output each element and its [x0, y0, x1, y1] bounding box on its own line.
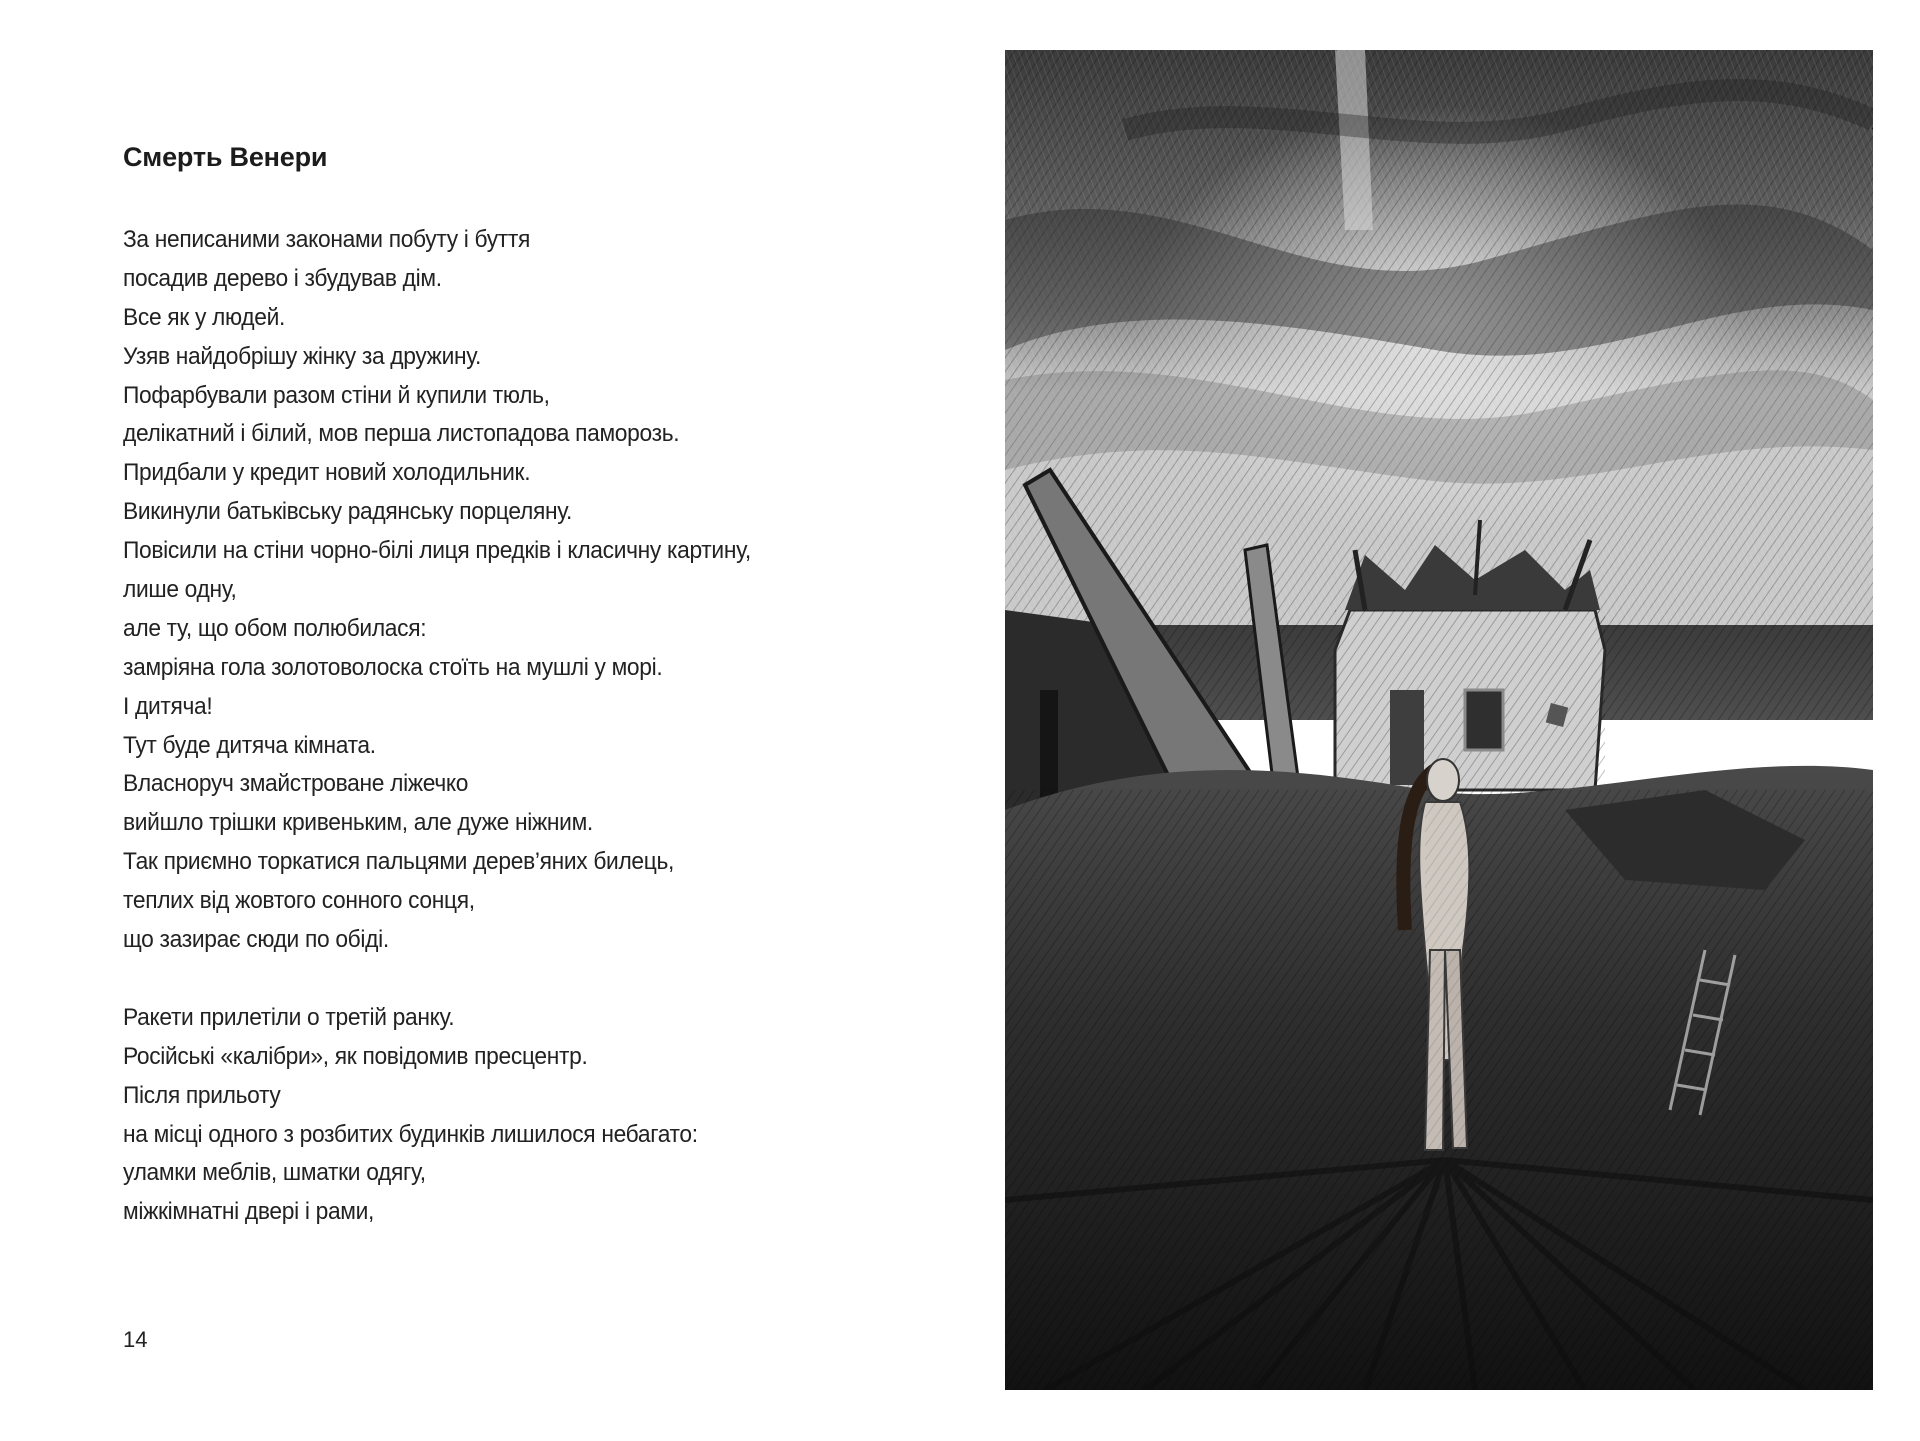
poem-line: але ту, що обом полюбилася:: [123, 614, 427, 642]
poem-line: Російські «калібри», як повідомив пресцентр.: [123, 1042, 588, 1070]
poem-line: За неписаними законами побуту і буття: [123, 226, 531, 253]
poem-title: Смерть Венери: [123, 142, 328, 172]
poem-line: теплих від жовтого сонного сонця,: [123, 887, 475, 915]
poem-line: замріяна гола золотоволоска стоїть на мушлі у морі.: [123, 653, 663, 681]
poem-line: посадив дерево і збудував дім.: [123, 264, 442, 292]
poem-line: Ракети прилетіли о третій ранку.: [123, 1003, 455, 1031]
poem-line: Все як у людей.: [123, 303, 285, 331]
poem-line: міжкімнатні двері і рами,: [123, 1198, 375, 1226]
poem-line: уламки меблів, шматки одягу,: [123, 1159, 426, 1187]
illustration-venus-ruins: [1005, 50, 1873, 1390]
poem-line: Тут буде дитяча кімната.: [123, 731, 376, 759]
page-number: 14: [123, 1327, 148, 1352]
poem-line: Узяв найдобрішу жінку за дружину.: [123, 342, 482, 370]
poem-line: що зазирає сюди по обіді.: [123, 926, 389, 954]
poem-body: [123, 221, 923, 1271]
poem-line: делікатний і білий, мов перша листопадова паморозь.: [123, 420, 680, 448]
poem-line: І дитяча!: [123, 692, 213, 720]
poem-line: Повісили на стіни чорно-білі лиця предків і класичну картину,: [123, 537, 751, 565]
stanza-1: [123, 221, 923, 960]
poem-line: лише одну,: [123, 576, 237, 604]
right-page: [960, 0, 1920, 1441]
poem-line: Після прильоту: [123, 1081, 281, 1109]
stanza-2: [123, 999, 923, 1232]
poem-line: на місці одного з розбитих будинків лишилося небагато:: [123, 1120, 698, 1148]
poem-line: Так приємно торкатися пальцями дерев’яних билець,: [123, 848, 675, 876]
poem-line: Придбали у кредит новий холодильник.: [123, 459, 531, 487]
poem-line: вийшло трішки кривеньким, але дуже ніжним.: [123, 809, 593, 837]
poem-line: Пофарбували разом стіни й купили тюль,: [123, 381, 550, 409]
poem-line: Викинули батьківську радянську порцеляну.: [123, 498, 573, 526]
poem-line: Власноруч змайстроване ліжечко: [123, 770, 469, 798]
